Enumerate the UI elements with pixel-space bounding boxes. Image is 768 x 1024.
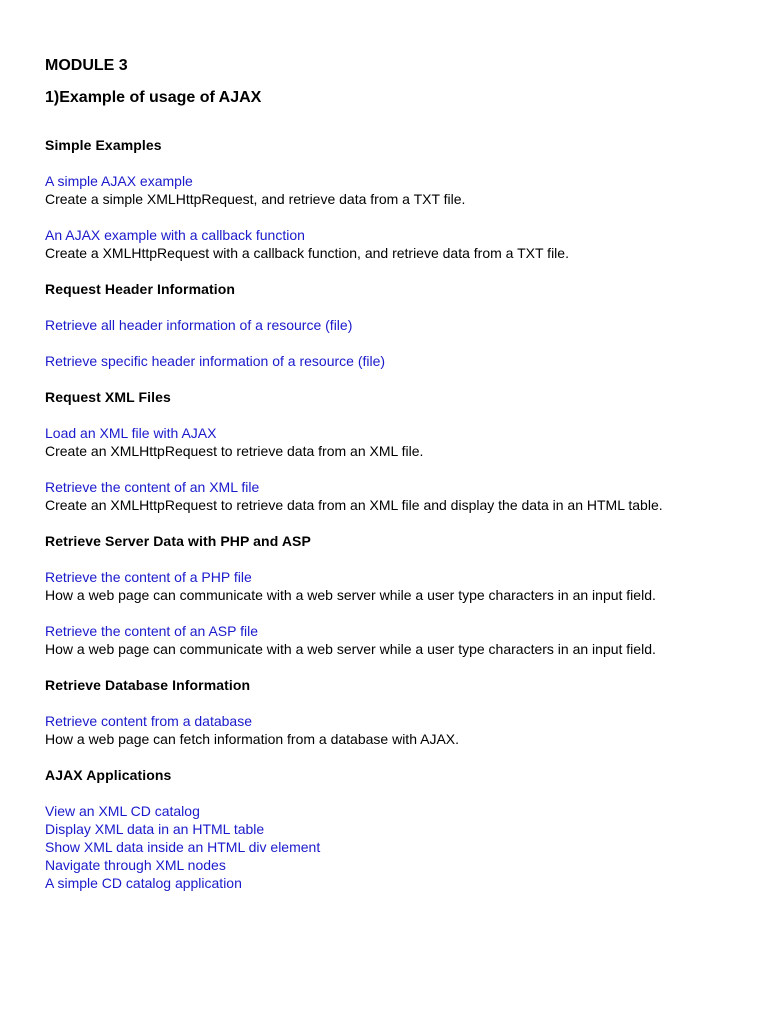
list-item bbox=[45, 316, 745, 334]
application-link[interactable]: Navigate through XML nodes bbox=[45, 857, 226, 873]
list-item bbox=[45, 172, 745, 208]
list-item bbox=[45, 226, 745, 262]
application-link[interactable]: Display XML data in an HTML table bbox=[45, 821, 265, 837]
example-description: Create a simple XMLHttpRequest, and retrieve data from a TXT file. bbox=[45, 191, 466, 207]
example-description: How a web page can communicate with a web server while a user type characters in an input field. bbox=[45, 587, 656, 603]
section-heading: AJAX Applications bbox=[45, 767, 172, 783]
example-link[interactable]: Retrieve all header information of a resource (file) bbox=[45, 317, 353, 333]
list-item bbox=[45, 568, 745, 604]
list-item bbox=[45, 622, 745, 658]
section-heading: Retrieve Server Data with PHP and ASP bbox=[45, 533, 311, 549]
section-request-header bbox=[45, 280, 745, 370]
section-heading: Request Header Information bbox=[45, 281, 236, 297]
section-heading: Request XML Files bbox=[45, 389, 171, 405]
example-link[interactable]: Retrieve the content of an XML file bbox=[45, 479, 260, 495]
document-page bbox=[45, 56, 745, 892]
example-link[interactable]: Retrieve specific header information of a resource (file) bbox=[45, 353, 386, 369]
example-description: Create a XMLHttpRequest with a callback function, and retrieve data from a TXT file. bbox=[45, 245, 569, 261]
section-heading: Simple Examples bbox=[45, 137, 162, 153]
example-link[interactable]: A simple AJAX example bbox=[45, 173, 193, 189]
example-description: How a web page can communicate with a web server while a user type characters in an input field. bbox=[45, 641, 656, 657]
application-link[interactable]: Show XML data inside an HTML div element bbox=[45, 839, 321, 855]
section-heading: Retrieve Database Information bbox=[45, 677, 251, 693]
list-item bbox=[45, 352, 745, 370]
example-link[interactable]: Load an XML file with AJAX bbox=[45, 425, 217, 441]
example-link[interactable]: Retrieve the content of a PHP file bbox=[45, 569, 252, 585]
section-simple-examples bbox=[45, 136, 745, 262]
section-ajax-applications bbox=[45, 766, 745, 892]
example-link[interactable]: Retrieve content from a database bbox=[45, 713, 253, 729]
section-request-xml bbox=[45, 388, 745, 514]
example-description: Create an XMLHttpRequest to retrieve data from an XML file. bbox=[45, 443, 424, 459]
section-server-data bbox=[45, 532, 745, 658]
example-description: How a web page can fetch information from a database with AJAX. bbox=[45, 731, 460, 747]
list-item bbox=[45, 478, 745, 514]
application-links bbox=[45, 802, 745, 892]
section-database-info bbox=[45, 676, 745, 748]
example-description: Create an XMLHttpRequest to retrieve data from an XML file and display the data in an HTML table. bbox=[45, 497, 663, 513]
module-label: MODULE 3 bbox=[45, 57, 128, 74]
list-item bbox=[45, 424, 745, 460]
application-link[interactable]: View an XML CD catalog bbox=[45, 803, 200, 819]
page-title: 1)Example of usage of AJAX bbox=[45, 89, 262, 106]
example-link[interactable]: An AJAX example with a callback function bbox=[45, 227, 305, 243]
example-link[interactable]: Retrieve the content of an ASP file bbox=[45, 623, 258, 639]
list-item bbox=[45, 712, 745, 748]
application-link[interactable]: A simple CD catalog application bbox=[45, 875, 242, 891]
